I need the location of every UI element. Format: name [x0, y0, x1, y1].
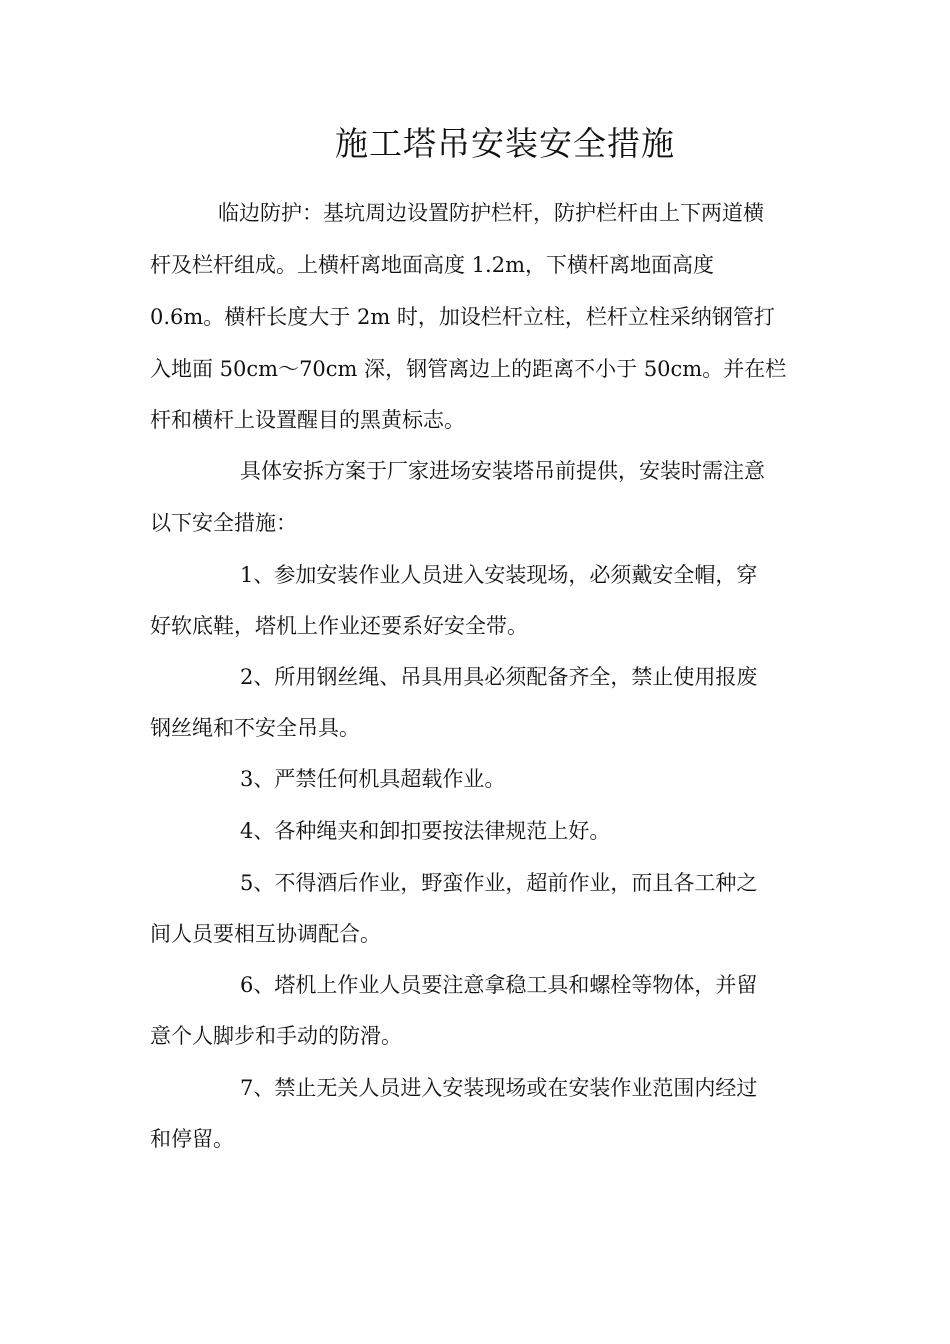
body-line: 以下安全措施：: [150, 511, 297, 535]
body-line: 临边防护：基坑周边设置防护栏杆，防护栏杆由上下两道横: [218, 201, 764, 225]
body-line: 具体安拆方案于厂家进场安装塔吊前提供，安装时需注意: [240, 459, 765, 483]
body-line: 杆及栏杆组成。上横杆离地面高度 1.2m，下横杆离地面高度: [150, 253, 714, 277]
list-item: 1、参加安装作业人员进入安装现场，必须戴安全帽，穿: [240, 563, 758, 587]
list-item-continuation: 和停留。: [150, 1127, 234, 1151]
list-item: 4、各种绳夹和卸扣要按法律规范上好。: [240, 819, 611, 843]
list-item: 5、不得酒后作业，野蛮作业，超前作业，而且各工种之: [240, 871, 758, 895]
body-line: 杆和横杆上设置醒目的黑黄标志。: [150, 408, 465, 432]
list-item: 3、严禁任何机具超载作业。: [240, 767, 506, 791]
list-item-continuation: 间人员要相互协调配合。: [150, 922, 381, 946]
body-line: 入地面 50cm～70cm 深，钢管离边上的距离不小于 50cm。并在栏: [150, 357, 787, 381]
document-title: 施工塔吊安装安全措施: [335, 124, 675, 163]
list-item: 2、所用钢丝绳、吊具用具必须配备齐全，禁止使用报废: [240, 665, 758, 689]
list-item-continuation: 意个人脚步和手动的防滑。: [150, 1024, 402, 1048]
list-item: 7、禁止无关人员进入安装现场或在安装作业范围内经过: [240, 1076, 758, 1100]
list-item-continuation: 好软底鞋，塔机上作业还要系好安全带。: [150, 614, 528, 638]
list-item-continuation: 钢丝绳和不安全吊具。: [150, 716, 360, 740]
list-item: 6、塔机上作业人员要注意拿稳工具和螺栓等物体，并留: [240, 973, 758, 997]
body-line: 0.6m。横杆长度大于 2m 时，加设栏杆立柱，栏杆立柱采纳钢管打: [150, 305, 775, 329]
